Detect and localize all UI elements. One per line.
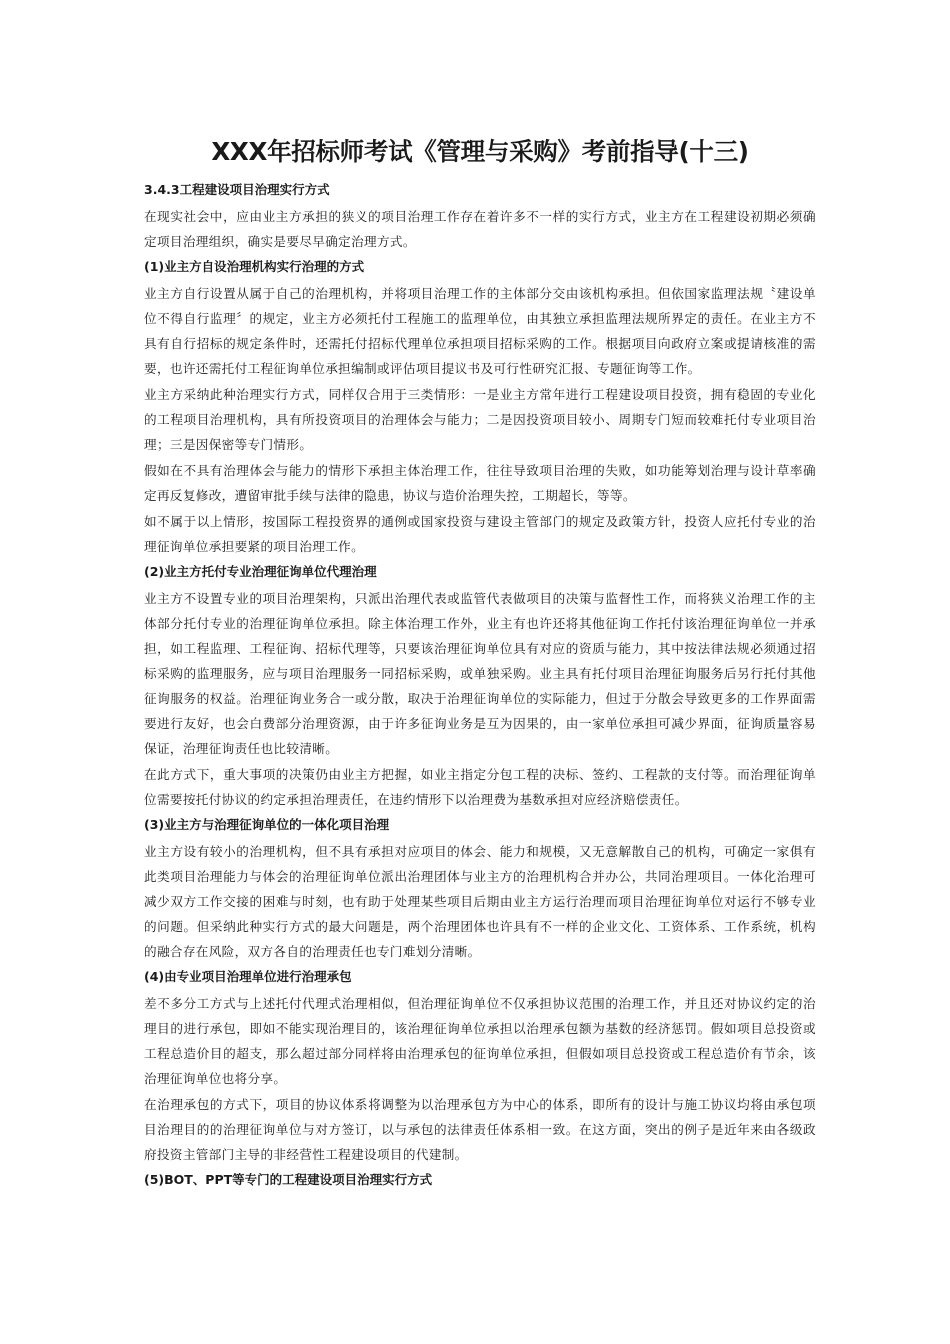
page-title: XXX年招标师考试《管理与采购》考前指导(十三): [211, 137, 749, 166]
document-page: [144, 132, 816, 1194]
section-heading: (5)BOT、PPT等专门的工程建设项目治理实行方式: [144, 1172, 433, 1187]
section-heading: (4)由专业项目治理单位进行治理承包: [144, 969, 352, 984]
section-heading: (3)业主方与治理征询单位的一体化项目治理: [144, 817, 390, 832]
section-heading: (2)业主方托付专业治理征询单位代理治理: [144, 564, 377, 579]
paragraph: 在此方式下，重大事项的决策仍由业主方把握，如业主指定分包工程的决标、签约、工程款的支付等。而治理征询单位需要按托付协议的约定承担治理责任，在违约情形下以治理费为基数承担对应经济赔偿责任。: [144, 767, 816, 807]
paragraph: 如不属于以上情形，按国际工程投资界的通例或国家投资与建设主管部门的规定及政策方针，投资人应托付专业的治理征询单位承担要紧的项目治理工作。: [144, 514, 816, 554]
paragraph: 业主方自行设置从属于自己的治理机构，并将项目治理工作的主体部分交由该机构承担。但依国家监理法规〝建设单位不得自行监理〞的规定，业主方必须托付工程施工的监理单位，由其独立承担监理法规所界定的责任。在业主方不具有自行招标的规定条件时，还需托付招标代理单位承担项目招标采购的工作。根据项目向政府立案或提请核准的需要，也许还需托付工程征询单位承担编制或评估项目提议书及可行性研究汇报、专题征询等工作。: [144, 286, 816, 376]
paragraph: 假如在不具有治理体会与能力的情形下承担主体治理工作，往往导致项目治理的失败，如功能筹划治理与设计草率确定再反复修改，遭留审批手续与法律的隐患，协议与造价治理失控，工期超长，等等。: [144, 463, 816, 503]
paragraph: 在治理承包的方式下，项目的协议体系将调整为以治理承包方为中心的体系，即所有的设计与施工协议均将由承包项目治理目的的治理征询单位与对方签订，以与承包的法律责任体系相一致。在这方面，突出的例子是近年来由各级政府投资主管部门主导的非经营性工程建设项目的代建制。: [144, 1097, 816, 1162]
paragraph: 业主方不设置专业的项目治理架构，只派出治理代表或监管代表做项目的决策与监督性工作，而将狭义治理工作的主体部分托付专业的治理征询单位承担。除主体治理工作外，业主有也许还将其他征询工作托付该治理征询单位一并承担，如工程监理、工程征询、招标代理等，只要该治理征询单位具有对应的资质与能力，其中按法律法规必须通过招标采购的监理服务，应与项目治理服务一同招标采购，或单独采购。业主具有托付项目治理征询服务后另行托付其他征询服务的权益。治理征询业务合一或分散，取决于治理征询单位的实际能力，但过于分散会导致更多的工作界面需要进行友好，也会白费部分治理资源，由于许多征询业务是互为因果的，由一家单位承担可减少界面，征询质量容易保证，治理征询责任也比较清晰。: [144, 591, 816, 756]
section-heading: (1)业主方自设治理机构实行治理的方式: [144, 259, 365, 274]
paragraph: 在现实社会中，应由业主方承担的狭义的项目治理工作存在着许多不一样的实行方式，业主方在工程建设初期必须确定项目治理组织，确实是要尽早确定治理方式。: [144, 209, 816, 249]
paragraph: 差不多分工方式与上述托付代理式治理相似，但治理征询单位不仅承担协议范围的治理工作，并且还对协议约定的治理目的进行承包，即如不能实现治理目的，该治理征询单位承担以治理承包额为基数的经济惩罚。假如项目总投资或工程总造价目的超支，那么超过部分同样将由治理承包的征询单位承担，但假如项目总投资或工程总造价有节余，该治理征询单位也将分享。: [144, 996, 816, 1086]
paragraph: 业主方设有较小的治理机构，但不具有承担对应项目的体会、能力和规模，又无意解散自己的机构，可确定一家俱有此类项目治理能力与体会的治理征询单位派出治理团体与业主方的治理机构合并办公，共同治理项目。一体化治理可减少双方工作交接的困难与时刻，也有助于处理某些项目后期由业主方运行治理而项目治理征询单位对运行不够专业的问题。但采纳此种实行方式的最大问题是，两个治理团体也许具有不一样的企业文化、工资体系、工作系统，机构的融合存在风险，双方各自的治理责任也专门难划分清晰。: [144, 844, 816, 959]
section-heading: 3.4.3工程建设项目治理实行方式: [144, 182, 330, 197]
paragraph: 业主方采纳此种治理实行方式，同样仅合用于三类情形：一是业主方常年进行工程建设项目投资，拥有稳固的专业化的工程项目治理机构，具有所投资项目的治理体会与能力；二是因投资项目较小、周期专门短而较难托付专业项目治理；三是因保密等专门情形。: [144, 387, 816, 452]
